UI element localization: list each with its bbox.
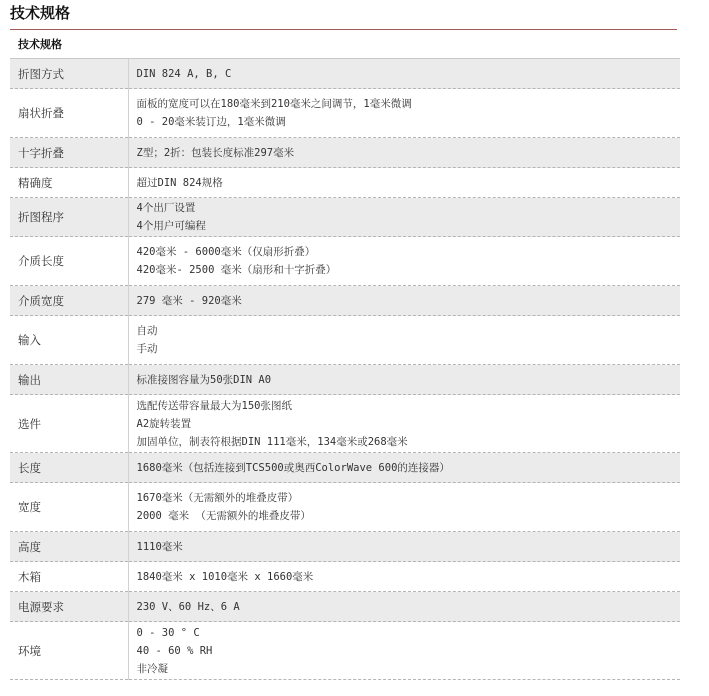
table-row bbox=[10, 395, 680, 453]
spec-label: 电源要求 bbox=[10, 592, 128, 622]
spec-label: 宽度 bbox=[10, 483, 128, 532]
table-row bbox=[10, 168, 680, 198]
table-row bbox=[10, 483, 680, 532]
table-row bbox=[10, 286, 680, 316]
spec-value: 1110毫米 bbox=[128, 532, 680, 562]
spec-label: 精确度 bbox=[10, 168, 128, 198]
spec-table bbox=[10, 32, 680, 680]
table-row bbox=[10, 316, 680, 365]
title-divider bbox=[10, 29, 677, 30]
table-row bbox=[10, 237, 680, 286]
spec-value: 选配传送带容量最大为150张图纸 A2旋转装置 加固单位，制表符根据DIN 111毫米，134毫米或268毫米 bbox=[128, 395, 680, 453]
spec-label: 环境 bbox=[10, 622, 128, 680]
spec-value: 标准接图容量为50张DIN A0 bbox=[128, 365, 680, 395]
spec-label: 木箱 bbox=[10, 562, 128, 592]
spec-value: Z型；2折：包装长度标准297毫米 bbox=[128, 138, 680, 168]
spec-label: 输入 bbox=[10, 316, 128, 365]
table-row bbox=[10, 59, 680, 89]
spec-label: 介质宽度 bbox=[10, 286, 128, 316]
spec-label: 折图程序 bbox=[10, 198, 128, 237]
spec-value: 279 毫米 - 920毫米 bbox=[128, 286, 680, 316]
spec-value: 1670毫米（无需额外的堆叠皮带） 2000 毫米 （无需额外的堆叠皮带） bbox=[128, 483, 680, 532]
spec-label: 高度 bbox=[10, 532, 128, 562]
spec-value: 4个出厂设置 4个用户可编程 bbox=[128, 198, 680, 237]
table-row bbox=[10, 622, 680, 680]
spec-label: 扇状折叠 bbox=[10, 89, 128, 138]
spec-label: 介质长度 bbox=[10, 237, 128, 286]
table-header: 技术规格 bbox=[10, 32, 680, 59]
spec-value: 1680毫米（包括连接到TCS500或奥西ColorWave 600的连接器） bbox=[128, 453, 680, 483]
page-title: 技术规格 bbox=[10, 4, 71, 22]
table-row bbox=[10, 138, 680, 168]
spec-value: 自动 手动 bbox=[128, 316, 680, 365]
table-row bbox=[10, 198, 680, 237]
table-header-row bbox=[10, 32, 680, 59]
table-row bbox=[10, 365, 680, 395]
spec-value: 0 - 30 ° C 40 - 60 % RH 非冷凝 bbox=[128, 622, 680, 680]
table-row bbox=[10, 89, 680, 138]
spec-label: 十字折叠 bbox=[10, 138, 128, 168]
spec-label: 输出 bbox=[10, 365, 128, 395]
spec-value: 1840毫米 x 1010毫米 x 1660毫米 bbox=[128, 562, 680, 592]
spec-label: 折图方式 bbox=[10, 59, 128, 89]
spec-value: 超过DIN 824规格 bbox=[128, 168, 680, 198]
table-row bbox=[10, 453, 680, 483]
spec-label: 长度 bbox=[10, 453, 128, 483]
spec-label: 选件 bbox=[10, 395, 128, 453]
spec-value: DIN 824 A, B, C bbox=[128, 59, 680, 89]
spec-value: 面板的宽度可以在180毫米到210毫米之间调节，1毫米微调 0 - 20毫米装订边，1毫米微调 bbox=[128, 89, 680, 138]
table-row bbox=[10, 562, 680, 592]
table-row bbox=[10, 592, 680, 622]
table-row bbox=[10, 532, 680, 562]
spec-value: 420毫米 - 6000毫米（仅扇形折叠） 420毫米- 2500 毫米（扇形和十字折叠） bbox=[128, 237, 680, 286]
spec-value: 230 V、60 Hz、6 A bbox=[128, 592, 680, 622]
